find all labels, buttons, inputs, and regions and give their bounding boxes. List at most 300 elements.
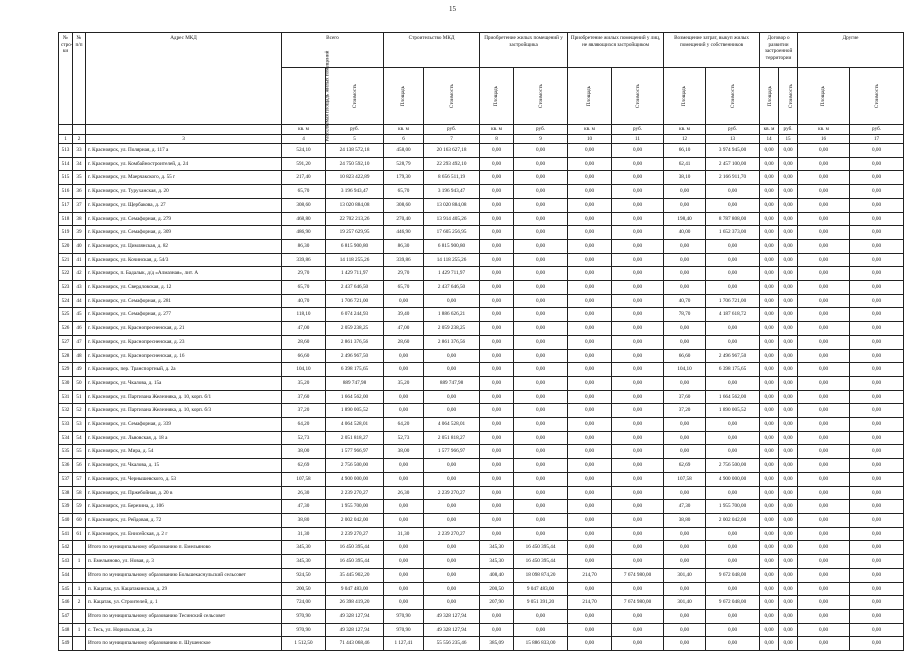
value-cell: 0,00 xyxy=(850,281,904,295)
value-cell: 0,00 xyxy=(568,281,612,295)
value-cell: 0,00 xyxy=(760,294,779,308)
value-cell: 0,00 xyxy=(514,157,568,171)
value-cell: 0,00 xyxy=(514,609,568,623)
value-cell: 0,00 xyxy=(568,418,612,432)
value-cell: 0,00 xyxy=(706,281,760,295)
value-cell: 486,90 xyxy=(282,226,326,240)
value-cell: 64,20 xyxy=(384,418,424,432)
header-sub-label: Площадь xyxy=(400,85,407,106)
table-row xyxy=(59,418,904,432)
header-unit: кв. м xyxy=(384,125,424,135)
value-cell: 0,00 xyxy=(706,555,760,569)
value-cell: 0,00 xyxy=(779,404,798,418)
value-cell: 301,40 xyxy=(664,596,706,610)
value-cell: 0,00 xyxy=(514,144,568,158)
value-cell: 64,20 xyxy=(282,418,326,432)
value-cell: 0,00 xyxy=(568,335,612,349)
value-cell: 0,00 xyxy=(779,349,798,363)
value-cell: 0,00 xyxy=(424,472,480,486)
address-cell: г. Красноярск, ул. Краснопресненская, д. 21 xyxy=(86,322,282,336)
value-cell: 7 674 980,00 xyxy=(612,596,664,610)
value-cell: 0,00 xyxy=(384,500,424,514)
value-cell: 0,00 xyxy=(779,239,798,253)
value-cell: 0,00 xyxy=(798,623,850,637)
value-cell: 0,00 xyxy=(779,376,798,390)
value-cell: 0,00 xyxy=(779,609,798,623)
value-cell: 86,30 xyxy=(384,239,424,253)
value-cell: 0,00 xyxy=(664,486,706,500)
index-cell: 518 xyxy=(59,212,73,226)
value-cell: 0,00 xyxy=(779,486,798,500)
table-row xyxy=(59,623,904,637)
index-cell: 528 xyxy=(59,349,73,363)
value-cell: 0,00 xyxy=(850,226,904,240)
value-cell: 0,00 xyxy=(514,404,568,418)
value-cell: 345,30 xyxy=(480,555,514,569)
header-sub-2 xyxy=(384,68,424,125)
value-cell: 0,00 xyxy=(480,322,514,336)
value-cell: 1 955 700,00 xyxy=(706,500,760,514)
header-sub-6 xyxy=(568,68,612,125)
header-group-total: Всего xyxy=(282,33,384,68)
value-cell: 0,00 xyxy=(480,144,514,158)
address-cell: Итого по муниципальному образованию п. Шушенское xyxy=(86,637,282,651)
header-sub-label: Площадь xyxy=(493,85,500,106)
header-group-construction: Строительство МКД xyxy=(384,33,480,68)
value-cell: 0,00 xyxy=(760,513,779,527)
index-cell: 48 xyxy=(73,349,86,363)
header-col-number: 3 xyxy=(86,134,282,144)
value-cell: 40,70 xyxy=(664,294,706,308)
value-cell: 308,60 xyxy=(384,198,424,212)
index-cell: 541 xyxy=(59,527,73,541)
table-row xyxy=(59,349,904,363)
value-cell: 0,00 xyxy=(850,527,904,541)
value-cell: 0,00 xyxy=(514,239,568,253)
value-cell: 0,00 xyxy=(706,582,760,596)
index-cell: 52 xyxy=(73,404,86,418)
value-cell: 214,70 xyxy=(568,568,612,582)
value-cell: 1 429 711,97 xyxy=(326,267,384,281)
value-cell: 35,20 xyxy=(384,376,424,390)
value-cell: 2 239 270,27 xyxy=(424,486,480,500)
value-cell: 0,00 xyxy=(480,308,514,322)
table-row xyxy=(59,281,904,295)
value-cell: 0,00 xyxy=(779,431,798,445)
value-cell: 0,00 xyxy=(612,212,664,226)
value-cell: 16 450 395,44 xyxy=(514,541,568,555)
value-cell: 0,00 xyxy=(850,267,904,281)
value-cell: 0,00 xyxy=(612,171,664,185)
table-row xyxy=(59,294,904,308)
value-cell: 0,00 xyxy=(480,185,514,199)
value-cell: 1 886 626,21 xyxy=(424,308,480,322)
value-cell: 47,30 xyxy=(664,500,706,514)
header-col-number: 13 xyxy=(706,134,760,144)
table-row xyxy=(59,637,904,651)
value-cell: 0,00 xyxy=(384,582,424,596)
address-cell: г. Красноярск, ул. Семафорная, д. 281 xyxy=(86,294,282,308)
value-cell: 0,00 xyxy=(480,486,514,500)
value-cell: 345,30 xyxy=(282,541,326,555)
value-cell: 0,00 xyxy=(850,637,904,651)
value-cell: 0,00 xyxy=(760,596,779,610)
address-cell: г. Красноярск, ул. Щербакова, д. 27 xyxy=(86,198,282,212)
value-cell: 0,00 xyxy=(850,472,904,486)
value-cell: 0,00 xyxy=(798,500,850,514)
value-cell: 6 815 900,80 xyxy=(424,239,480,253)
header-sub-label: Площадь xyxy=(767,85,774,106)
value-cell: 0,00 xyxy=(514,294,568,308)
header-group-territory: Договор о развитии застроенной территории xyxy=(760,33,798,68)
value-cell: 20 163 627,18 xyxy=(424,144,480,158)
header-sub-12 xyxy=(798,68,850,125)
index-cell: 61 xyxy=(73,527,86,541)
index-cell: 545 xyxy=(59,582,73,596)
address-cell: г. Красноярск, ул. Маерчакского, д. 55 г xyxy=(86,171,282,185)
value-cell: 0,00 xyxy=(514,281,568,295)
value-cell: 0,00 xyxy=(798,609,850,623)
value-cell: 0,00 xyxy=(568,609,612,623)
value-cell: 0,00 xyxy=(424,294,480,308)
table-row xyxy=(59,541,904,555)
value-cell: 0,00 xyxy=(798,555,850,569)
value-cell: 0,00 xyxy=(779,267,798,281)
value-cell: 66,60 xyxy=(664,349,706,363)
value-cell: 0,00 xyxy=(850,541,904,555)
index-cell: 60 xyxy=(73,513,86,527)
value-cell: 0,00 xyxy=(798,596,850,610)
index-cell: 521 xyxy=(59,253,73,267)
value-cell: 0,00 xyxy=(664,445,706,459)
value-cell: 0,00 xyxy=(798,308,850,322)
value-cell: 0,00 xyxy=(424,555,480,569)
header-unit: руб. xyxy=(706,125,760,135)
header-unit: руб. xyxy=(424,125,480,135)
value-cell: 0,00 xyxy=(664,281,706,295)
value-cell: 0,00 xyxy=(568,267,612,281)
value-cell: 0,00 xyxy=(480,527,514,541)
value-cell: 0,00 xyxy=(664,267,706,281)
value-cell: 0,00 xyxy=(424,568,480,582)
index-cell: 1 xyxy=(73,623,86,637)
value-cell: 8 656 511,19 xyxy=(424,171,480,185)
value-cell: 2 496 967,50 xyxy=(706,349,760,363)
value-cell: 28,60 xyxy=(282,335,326,349)
value-cell: 0,00 xyxy=(760,623,779,637)
value-cell: 0,00 xyxy=(664,431,706,445)
value-cell: 37,20 xyxy=(664,404,706,418)
value-cell: 1 890 005,52 xyxy=(326,404,384,418)
value-cell: 0,00 xyxy=(779,212,798,226)
value-cell: 2 059 238,25 xyxy=(424,322,480,336)
value-cell: 62,69 xyxy=(282,459,326,473)
value-cell: 0,00 xyxy=(514,212,568,226)
value-cell: 200,50 xyxy=(282,582,326,596)
value-cell: 0,00 xyxy=(568,294,612,308)
header-sub-9 xyxy=(706,68,760,125)
value-cell: 0,00 xyxy=(664,623,706,637)
index-cell: 543 xyxy=(59,555,73,569)
value-cell: 0,00 xyxy=(760,157,779,171)
value-cell: 0,00 xyxy=(480,418,514,432)
value-cell: 0,00 xyxy=(760,226,779,240)
header-col-number: 5 xyxy=(326,134,384,144)
value-cell: 0,00 xyxy=(850,513,904,527)
value-cell: 0,00 xyxy=(706,609,760,623)
value-cell: 0,00 xyxy=(779,418,798,432)
value-cell: 0,00 xyxy=(798,294,850,308)
value-cell: 0,00 xyxy=(612,157,664,171)
header-unit: руб. xyxy=(612,125,664,135)
value-cell: 0,00 xyxy=(798,527,850,541)
value-cell: 0,00 xyxy=(798,253,850,267)
value-cell: 0,00 xyxy=(850,486,904,500)
value-cell: 16 450 395,44 xyxy=(326,555,384,569)
value-cell: 47,00 xyxy=(384,322,424,336)
value-cell: 0,00 xyxy=(779,281,798,295)
index-cell: 47 xyxy=(73,335,86,349)
value-cell: 0,00 xyxy=(850,623,904,637)
address-cell: г. Красноярск, ул. Партизана Железняка, д. 10, корп. б/3 xyxy=(86,404,282,418)
value-cell: 0,00 xyxy=(612,431,664,445)
index-cell: 526 xyxy=(59,322,73,336)
index-cell: 546 xyxy=(59,596,73,610)
value-cell: 26 398 419,20 xyxy=(326,596,384,610)
value-cell: 339,86 xyxy=(384,253,424,267)
value-cell: 0,00 xyxy=(664,527,706,541)
value-cell: 14 118 255,26 xyxy=(424,253,480,267)
value-cell: 4 064 528,01 xyxy=(326,418,384,432)
value-cell: 0,00 xyxy=(664,541,706,555)
address-cell: г. Красноярск, ул. Семафорная, д. 277 xyxy=(86,308,282,322)
header-col-number: 8 xyxy=(480,134,514,144)
header-sub-label: Стоимость xyxy=(448,83,455,108)
value-cell: 0,00 xyxy=(850,239,904,253)
value-cell: 0,00 xyxy=(779,185,798,199)
table-row xyxy=(59,363,904,377)
index-cell: 42 xyxy=(73,267,86,281)
value-cell: 0,00 xyxy=(612,198,664,212)
value-cell: 1 577 966,97 xyxy=(326,445,384,459)
value-cell: 0,00 xyxy=(798,281,850,295)
value-cell: 0,00 xyxy=(798,445,850,459)
address-cell: г. Красноярск, ул. Семафорная, д. 309 xyxy=(86,226,282,240)
table-row xyxy=(59,239,904,253)
value-cell: 0,00 xyxy=(424,459,480,473)
index-cell: 517 xyxy=(59,198,73,212)
value-cell: 0,00 xyxy=(760,500,779,514)
value-cell: 345,30 xyxy=(480,541,514,555)
index-cell: 58 xyxy=(73,486,86,500)
value-cell: 0,00 xyxy=(568,239,612,253)
value-cell: 0,00 xyxy=(480,390,514,404)
header-col-number: 15 xyxy=(779,134,798,144)
value-cell: 65,70 xyxy=(282,281,326,295)
value-cell: 0,00 xyxy=(568,527,612,541)
header-sub-label: Стоимость xyxy=(634,83,641,108)
address-cell: г. Красноярск, пер. Транспортный, д. 2а xyxy=(86,363,282,377)
value-cell: 3 974 945,00 xyxy=(706,144,760,158)
value-cell: 0,00 xyxy=(779,198,798,212)
value-cell: 468,80 xyxy=(282,212,326,226)
value-cell: 13 020 884,08 xyxy=(424,198,480,212)
value-cell: 29,70 xyxy=(282,267,326,281)
value-cell: 0,00 xyxy=(779,568,798,582)
value-cell: 15 886 833,00 xyxy=(514,637,568,651)
address-cell: г. Красноярск, ул. Рейдовая, д. 72 xyxy=(86,513,282,527)
table-row xyxy=(59,472,904,486)
value-cell: 3 196 943,47 xyxy=(326,185,384,199)
index-cell: 46 xyxy=(73,322,86,336)
value-cell: 0,00 xyxy=(850,582,904,596)
value-cell: 0,00 xyxy=(706,198,760,212)
value-cell: 0,00 xyxy=(612,185,664,199)
header-unit: кв. м xyxy=(664,125,706,135)
value-cell: 1 955 700,00 xyxy=(326,500,384,514)
value-cell: 0,00 xyxy=(612,390,664,404)
value-cell: 0,00 xyxy=(850,459,904,473)
value-cell: 0,00 xyxy=(568,513,612,527)
index-cell: 547 xyxy=(59,609,73,623)
value-cell: 0,00 xyxy=(612,349,664,363)
value-cell: 0,00 xyxy=(798,212,850,226)
value-cell: 0,00 xyxy=(760,555,779,569)
value-cell: 0,00 xyxy=(612,239,664,253)
value-cell: 118,10 xyxy=(282,308,326,322)
value-cell: 0,00 xyxy=(779,363,798,377)
header-col-number: 12 xyxy=(664,134,706,144)
value-cell: 0,00 xyxy=(706,185,760,199)
value-cell: 0,00 xyxy=(760,308,779,322)
address-cell: г. Красноярск, ул. Чернышевского, д. 53 xyxy=(86,472,282,486)
value-cell: 4 900 000,00 xyxy=(326,472,384,486)
value-cell: 0,00 xyxy=(568,445,612,459)
value-cell: 0,00 xyxy=(480,253,514,267)
table-row xyxy=(59,171,904,185)
value-cell: 17 605 256,95 xyxy=(424,226,480,240)
value-cell: 65,70 xyxy=(384,281,424,295)
value-cell: 0,00 xyxy=(760,637,779,651)
index-cell: 527 xyxy=(59,335,73,349)
value-cell: 38,00 xyxy=(384,445,424,459)
value-cell: 0,00 xyxy=(384,513,424,527)
value-cell: 0,00 xyxy=(514,486,568,500)
value-cell: 0,00 xyxy=(850,445,904,459)
header-sub-3 xyxy=(424,68,480,125)
address-cell: г. Красноярск, ул. Кочинская, д. 54/3 xyxy=(86,253,282,267)
value-cell: 47,00 xyxy=(282,322,326,336)
header-unit: руб. xyxy=(779,125,798,135)
value-cell: 0,00 xyxy=(384,472,424,486)
value-cell: 22 293 492,10 xyxy=(424,157,480,171)
value-cell: 38,80 xyxy=(282,513,326,527)
value-cell: 0,00 xyxy=(779,637,798,651)
value-cell: 0,00 xyxy=(706,623,760,637)
value-cell: 0,00 xyxy=(612,472,664,486)
value-cell: 0,00 xyxy=(514,171,568,185)
value-cell: 0,00 xyxy=(514,390,568,404)
value-cell: 0,00 xyxy=(664,239,706,253)
value-cell: 0,00 xyxy=(664,418,706,432)
value-cell: 0,00 xyxy=(760,239,779,253)
value-cell: 2 239 270,27 xyxy=(326,486,384,500)
value-cell: 0,00 xyxy=(760,472,779,486)
value-cell: 0,00 xyxy=(706,431,760,445)
value-cell: 2 861 376,56 xyxy=(424,335,480,349)
value-cell: 0,00 xyxy=(612,541,664,555)
value-cell: 0,00 xyxy=(798,472,850,486)
value-cell: 37,60 xyxy=(282,390,326,404)
value-cell: 0,00 xyxy=(384,541,424,555)
value-cell: 0,00 xyxy=(760,582,779,596)
value-cell: 0,00 xyxy=(568,555,612,569)
value-cell: 29,70 xyxy=(384,267,424,281)
index-cell: 540 xyxy=(59,513,73,527)
value-cell: 14 118 255,26 xyxy=(326,253,384,267)
address-cell: г. Красноярск, ул. Львовская, д. 18 а xyxy=(86,431,282,445)
address-cell: г. Красноярск, ул. Свердловская, д. 12 xyxy=(86,281,282,295)
index-cell xyxy=(73,541,86,555)
value-cell: 0,00 xyxy=(760,541,779,555)
value-cell: 0,00 xyxy=(850,418,904,432)
value-cell: 528,79 xyxy=(384,157,424,171)
value-cell: 55 556 235,46 xyxy=(424,637,480,651)
value-cell: 0,00 xyxy=(424,541,480,555)
address-cell: г. Красноярск, ул. Пржебойная, д. 20 в xyxy=(86,486,282,500)
value-cell: 0,00 xyxy=(850,376,904,390)
value-cell: 0,00 xyxy=(706,253,760,267)
value-cell: 0,00 xyxy=(514,445,568,459)
value-cell: 0,00 xyxy=(779,390,798,404)
index-cell: 523 xyxy=(59,281,73,295)
value-cell: 38,00 xyxy=(282,445,326,459)
value-cell: 38,80 xyxy=(664,513,706,527)
value-cell: 0,00 xyxy=(760,185,779,199)
value-cell: 0,00 xyxy=(384,349,424,363)
value-cell: 0,00 xyxy=(480,239,514,253)
header-address: Адрес МКД xyxy=(86,33,282,125)
value-cell: 2 002 042,00 xyxy=(326,513,384,527)
value-cell: 0,00 xyxy=(850,335,904,349)
header-no-stroki: № стро-ки xyxy=(59,33,73,125)
value-cell: 0,00 xyxy=(612,486,664,500)
header-sub-label: Площадь xyxy=(586,85,593,106)
value-cell: 26,30 xyxy=(282,486,326,500)
value-cell: 0,00 xyxy=(798,185,850,199)
table-row xyxy=(59,555,904,569)
value-cell: 107,58 xyxy=(664,472,706,486)
table-row xyxy=(59,500,904,514)
value-cell: 1 664 562,00 xyxy=(326,390,384,404)
table-row xyxy=(59,404,904,418)
value-cell: 0,00 xyxy=(779,294,798,308)
page-number: 15 xyxy=(449,5,456,13)
value-cell: 2 756 500,00 xyxy=(326,459,384,473)
value-cell: 16 450 395,44 xyxy=(326,541,384,555)
value-cell: 0,00 xyxy=(424,404,480,418)
value-cell: 1 706 721,00 xyxy=(326,294,384,308)
value-cell: 2 437 646,50 xyxy=(326,281,384,295)
value-cell: 0,00 xyxy=(760,253,779,267)
address-cell: г. Красноярск, ул. Краснопресненская, д. 16 xyxy=(86,349,282,363)
header-col-number: 1 xyxy=(59,134,73,144)
value-cell: 0,00 xyxy=(514,335,568,349)
value-cell: 889 747,98 xyxy=(424,376,480,390)
value-cell: 66,10 xyxy=(664,144,706,158)
value-cell: 0,00 xyxy=(612,267,664,281)
value-cell: 207,90 xyxy=(480,596,514,610)
